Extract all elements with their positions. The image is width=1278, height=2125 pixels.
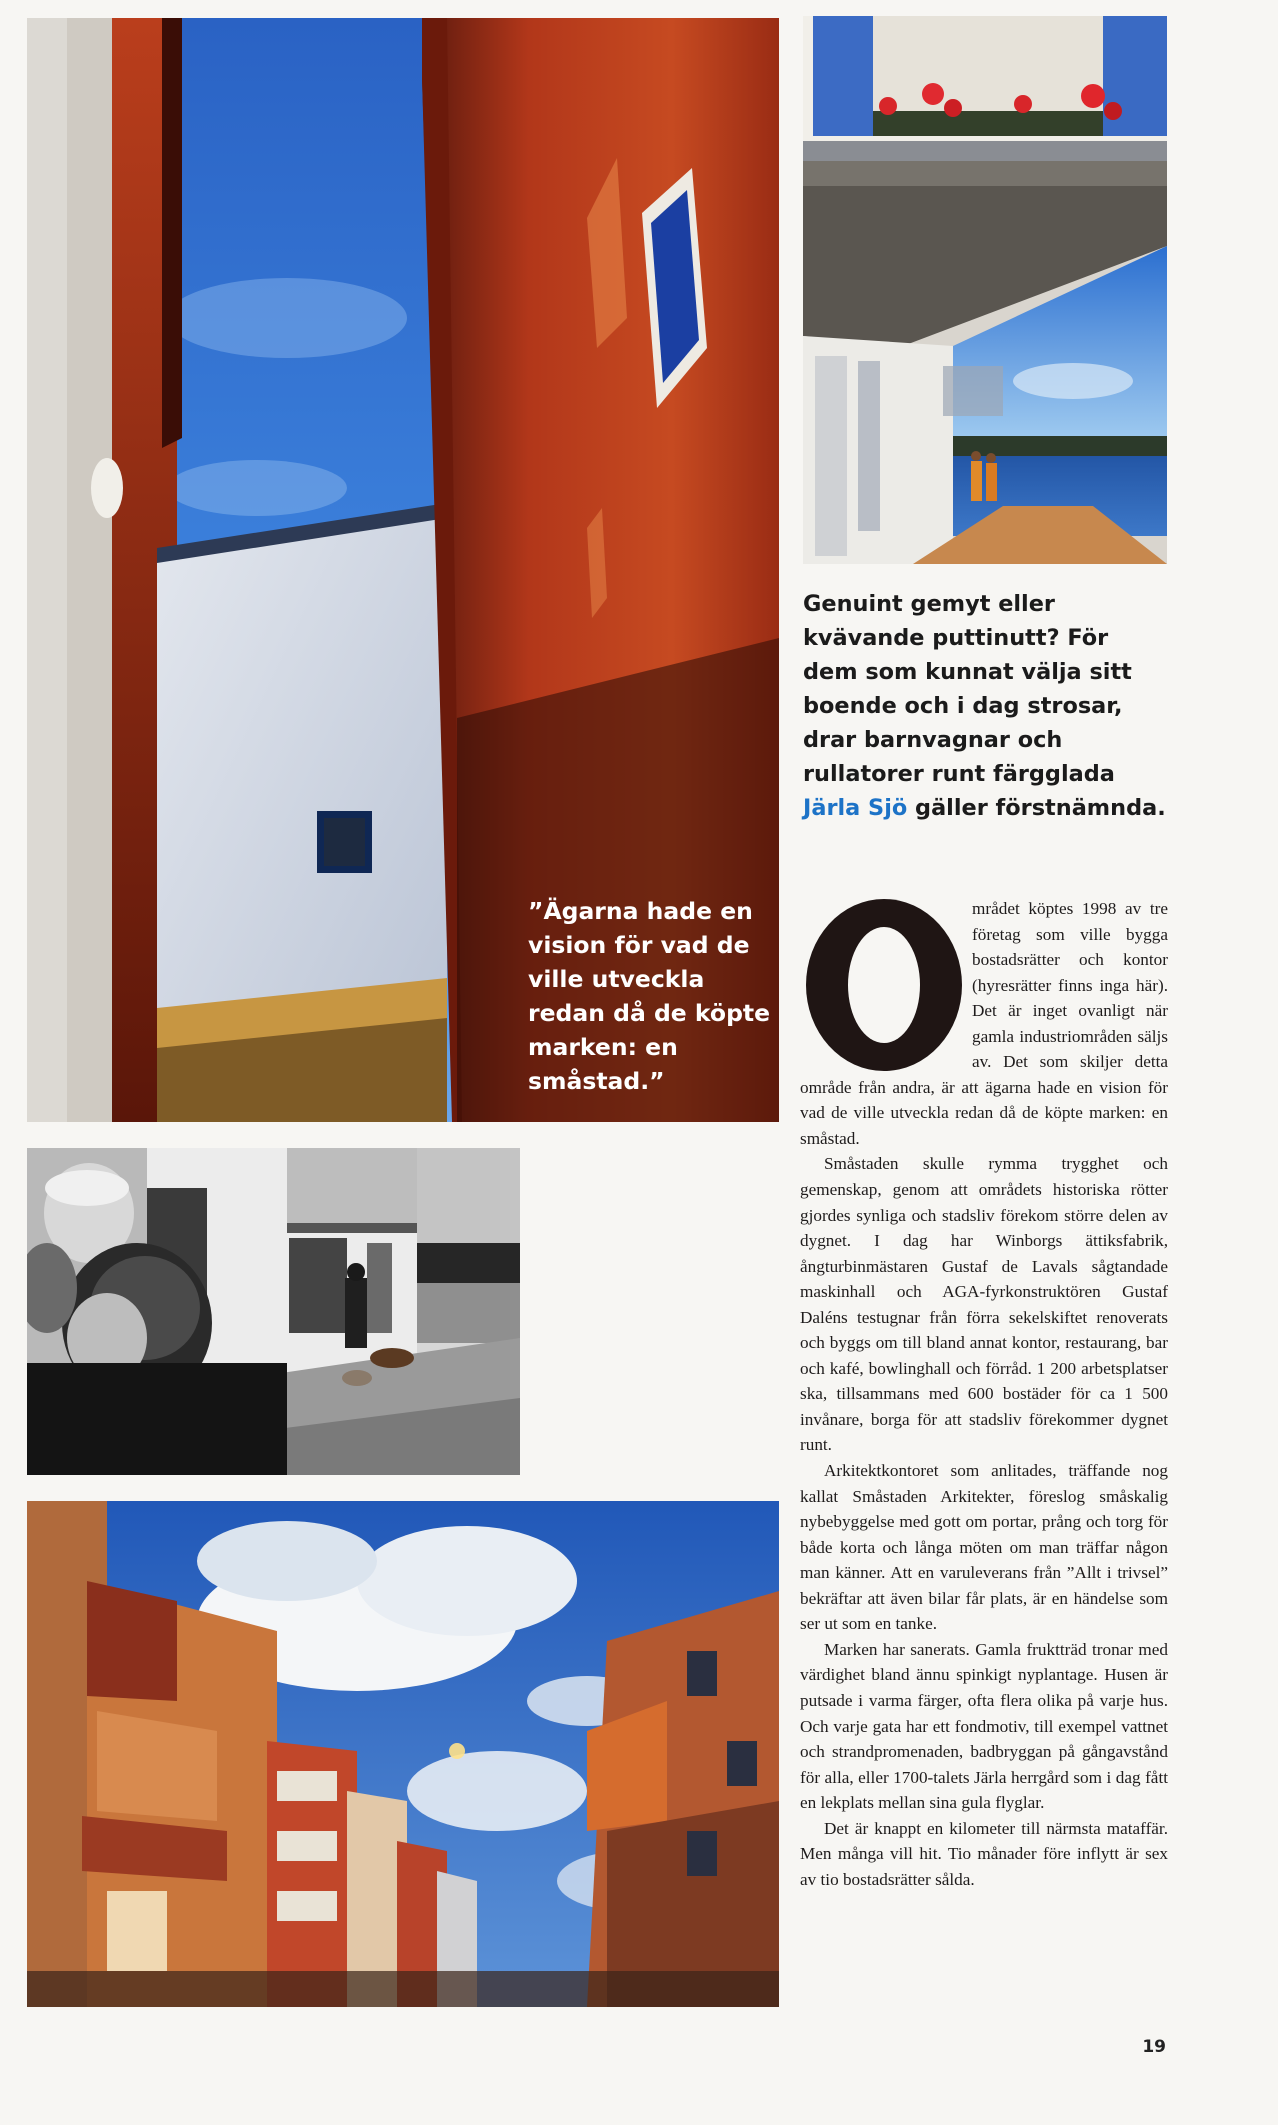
residents-photo-icon [27, 1148, 520, 1475]
article-paragraph-4: Marken har sanerats. Gamla fruktträd tronar med värdighet bland ännu spinkigt nyplantage. Husen är putsade i varma färger, ofta flera olika på varje hus. Och varje gata har ett fondmotiv, till exempel vattnet och strandpromenaden, badbryggan på gångavstånd för alla, eller 1700-talets Järla herrgård som i dag fått en lekplats mellan sina gula flyglar. [800, 1639, 1168, 1813]
article-paragraph-5: Det är knappt en kilometer till närmsta mataffär. Men många vill hit. Tio månader före inflytt är sex av tio bostadsrätter sålda. [800, 1818, 1168, 1889]
street-photo [27, 1501, 779, 2007]
street-photo-icon [27, 1501, 779, 2007]
lead-paragraph [803, 587, 1168, 825]
article-paragraph-3: Arkitektkontoret som anlitades, träffande nog kallat Småstaden Arkitekter, föreslog småskalig nybebyggelse med gott om portar, prång och torg för både korta och långa möten om man träffar någon man känner. Att en varuleverans från ”Allt i trivsel” bekräftar att även bilar får plats, är en händelse som ser ut som en tanke. [800, 1461, 1168, 1634]
residents-photo [27, 1148, 520, 1475]
lead-text-after: gäller förstnämnda. [915, 795, 1166, 821]
balcony-photo-icon [803, 16, 1167, 564]
page-number: 19 [1142, 2037, 1166, 2057]
lead-text-before: Genuint gemyt eller kvävande puttinutt? För dem som kunnat välja sitt boende och i dag strosar, drar barnvagnar och rullatorer runt färgglada [803, 591, 1132, 787]
article-body [800, 896, 1168, 1892]
pull-quote: ”Ägarna hade en vision för vad de ville utveckla redan då de köpte marken: en småstad.” [528, 897, 771, 1095]
lead-accent-name: Järla Sjö [803, 795, 908, 821]
balcony-photo [803, 16, 1167, 564]
article-paragraph-1: mrådet köptes 1998 av tre företag som ville bygga bostadsrätter och kontor (hyresrätter finns inga här). Det är inget ovanligt när gamla industriområden säljs av. Det som skiljer detta område från andra, är att ägarna hade en vision för vad de ville utveckla redan då de köpte marken: en småstad. [800, 899, 1168, 1148]
article-paragraph-2: Småstaden skulle rymma trygghet och gemenskap, genom att områdets historiska rötter gjordes synliga och stadsliv förekom större delen av dygnet. I dag har Winborgs ättiksfabrik, ångturbinmästaren Gustaf de Lavals sågtandade maskinhall och AGA-fyrkonstruktören Gustaf Daléns testugnar från förra sekelskiftet renoverats och byggs om till bland annat kontor, restaurang, bar och kafé, bowlinghall och förråd. 1 200 arbetsplatser ska, tillsammans med 600 bostäder för ca 1 500 invånare, borga för att stadsliv förekommer dygnet runt. [800, 1154, 1168, 1455]
